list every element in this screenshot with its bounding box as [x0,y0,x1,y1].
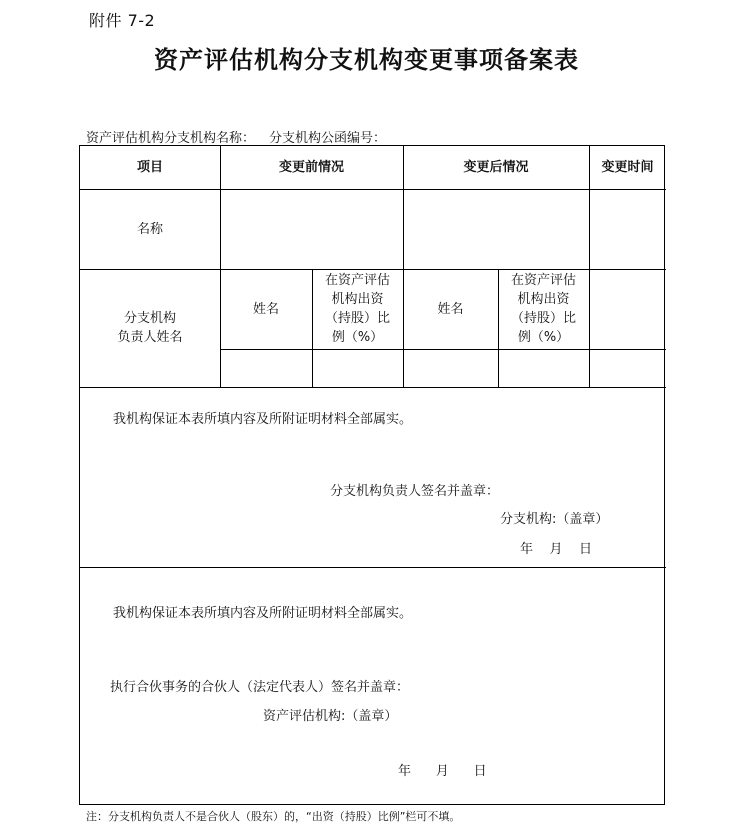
branch-stamp-label: 分支机构:（盖章） [500,512,609,527]
head-change-time-field-2[interactable] [589,349,666,387]
name-after-field[interactable] [403,189,589,269]
branch-name-label: 资产评估机构分支机构名称： [86,131,256,146]
sub-header-name-after: 姓名 [437,301,464,317]
head-ratio-before-field[interactable] [312,349,403,387]
agency-signature-label: 执行合伙事务的合伙人（法定代表人）签名并盖章： [110,680,410,695]
name-row-label: 名称 [136,221,163,237]
name-before-field[interactable] [220,189,403,269]
branch-signature-label: 分支机构负责人签名并盖章： [330,484,500,499]
ratio-before-line: 在资产评估 [324,273,390,288]
sub-header-ratio-after [498,269,589,349]
row-divider [80,567,666,568]
head-row-label-line1: 分支机构 [123,311,176,326]
branch-date-label: 年 月 日 [520,542,593,557]
agency-stamp-label: 资产评估机构:（盖章） [263,709,398,724]
ratio-before-line: 机构出资 [331,292,384,307]
letter-number-label: 分支机构公函编号： [269,131,387,146]
head-ratio-after-field[interactable] [498,349,589,387]
page-title: 资产评估机构分支机构变更事项备案表 [154,45,579,74]
row-divider [80,387,666,388]
head-name-before-field[interactable] [220,349,312,387]
head-row-label-line2: 负责人姓名 [117,330,183,345]
header-before: 变更前情况 [278,160,344,175]
head-row-label [80,269,220,387]
header-item: 项目 [136,160,163,175]
sub-header-ratio-before [312,269,403,349]
footnote: 注：分支机构负责人不是合伙人（股东）的，“出资（持股）比例”栏可不填。 [86,810,461,823]
ratio-after-line: 在资产评估 [510,273,576,288]
record-form-table [79,145,665,805]
ratio-after-line: 机构出资 [517,292,570,307]
ratio-after-line: 例（%） [517,330,570,345]
agency-guarantee-text: 我机构保证本表所填内容及所附证明材料全部属实。 [113,606,413,621]
head-change-time-field[interactable] [589,269,666,349]
agency-date-label: 年 月 日 [398,764,487,779]
head-name-after-field[interactable] [403,349,498,387]
header-time: 变更时间 [601,160,654,175]
ratio-before-line: （持股）比 [324,311,390,326]
name-change-time-field[interactable] [589,189,666,269]
info-line [86,127,386,146]
attachment-label: 附件 7-2 [89,11,156,30]
ratio-after-line: （持股）比 [510,311,576,326]
sub-header-name-before: 姓名 [252,301,279,317]
header-after: 变更后情况 [463,160,529,175]
ratio-before-line: 例（%） [331,330,384,345]
branch-guarantee-text: 我机构保证本表所填内容及所附证明材料全部属实。 [113,412,413,427]
